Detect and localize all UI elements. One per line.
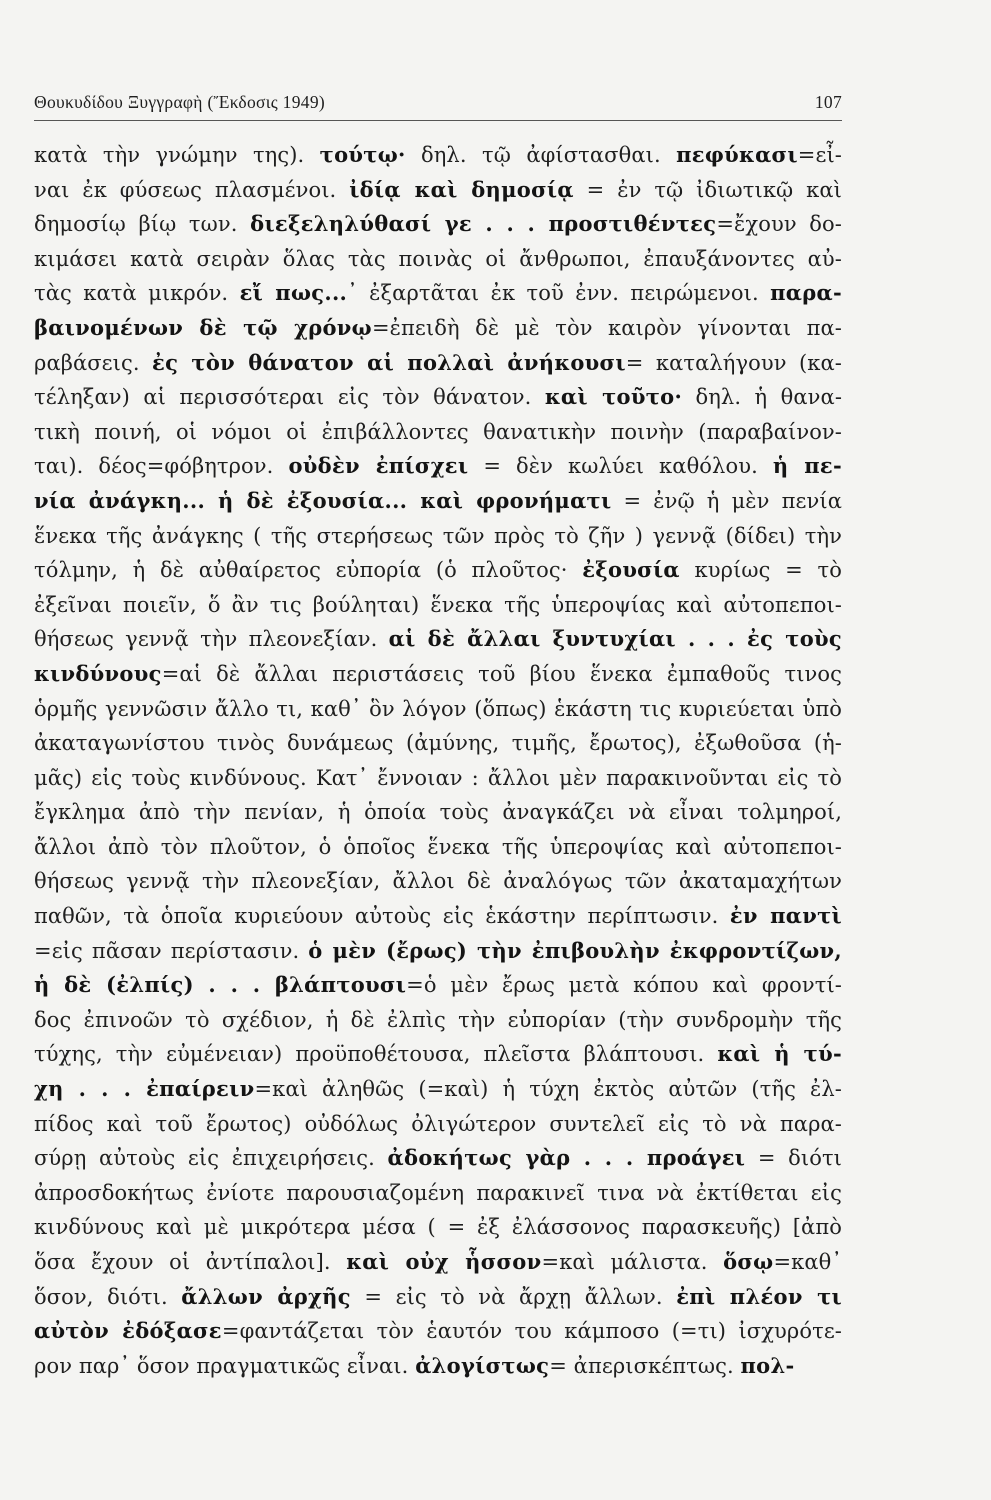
gloss-text: =καὶ μάλιστα. [541, 1250, 724, 1274]
text-line [34, 553, 842, 588]
gloss-text: =αἱ δὲ ἄλλαι περιστάσεις τοῦ βίου ἕνεκα ἐμπαθοῦς τινος [161, 661, 842, 686]
lemma-text: ἐπὶ πλέον τι [676, 1283, 842, 1309]
lemma-text: νία ἀνάγκη... ἡ δὲ ἐξουσία... καὶ φρονήματι [34, 487, 612, 513]
gloss-text: =ἐπειδὴ δὲ μὲ τὸν καιρὸν γίνονται πα- [371, 315, 842, 340]
header-rule [34, 120, 842, 121]
gloss-text: κινδύνους καὶ μὲ μικρότερα μέσα ( = ἐξ ἐλάσσονος παρασκευῆς) [ἀπὸ [34, 1215, 842, 1240]
text-line [34, 1314, 842, 1349]
page-number: 107 [814, 92, 842, 112]
text-line [34, 346, 842, 381]
lemma-text: ἀλογίστως [415, 1352, 550, 1378]
text-line [34, 311, 842, 346]
gloss-text: ἀπροσδοκήτως ἐνίοτε παρουσιαζομένη παρακινεῖ τινα νὰ ἐκτίθεται εἰς [34, 1180, 842, 1205]
gloss-text: =καὶ ἀληθῶς (=καὶ) ἡ τύχη ἐκτὸς αὐτῶν (τῆς ἐλ- [254, 1077, 842, 1102]
text-line [34, 830, 842, 865]
text-line [34, 519, 842, 554]
gloss-text: = ἐν τῷ ἰδιωτικῷ καὶ [573, 177, 842, 202]
lemma-text: πολ- [740, 1352, 795, 1378]
gloss-text: ἔγκλημα ἀπὸ τὴν πενίαν, ἡ ὁποία τοὺς ἀναγκάζει νὰ εἶναι τολμηροί, [34, 800, 842, 825]
text-line [34, 1003, 842, 1038]
gloss-text: τέληξαν) αἱ περισσότεραι εἰς τὸν θάνατον. [34, 385, 545, 410]
text-line [34, 1107, 842, 1142]
gloss-text: κατὰ τὴν γνώμην της). [34, 143, 320, 167]
gloss-text: = καταλήγουν (κα- [625, 350, 842, 375]
lemma-text: ὅσῳ [723, 1249, 774, 1274]
gloss-text: τικὴ ποινή, οἱ νόμοι οἱ ἐπιβάλλοντες θανατικὴν ποινὴν (παραβαίνον- [34, 419, 842, 444]
gloss-text: =ἔχουν δο- [716, 212, 842, 237]
text-line [34, 692, 842, 727]
text-line [34, 449, 842, 484]
gloss-text: = δὲν κωλύει καθόλου. [468, 454, 773, 479]
gloss-text: παθῶν, τὰ ὁποῖα κυριεύουν αὐτοὺς εἰς ἑκάστην περίπτωσιν. [34, 904, 730, 929]
lemma-text: ἡ πε- [772, 453, 842, 479]
text-line [34, 622, 842, 657]
lemma-text: αὐτὸν ἐδόξασε [34, 1318, 222, 1344]
text-line [34, 207, 842, 242]
text-line [34, 173, 842, 208]
text-line [34, 1072, 842, 1107]
gloss-text: δημοσίῳ βίῳ των. [34, 212, 251, 237]
gloss-text: = ἐνῷ ἡ μὲν πενία [611, 488, 842, 513]
lemma-text: εἴ πως... [239, 280, 348, 306]
gloss-text: =ὁ μὲν ἔρως μετὰ κόπου καὶ φροντί- [406, 973, 842, 998]
gloss-text: δος ἐπινοῶν τὸ σχέδιον, ἡ δὲ ἐλπὶς τὴν εὐπορίαν (τὴν συνδρομὴν τῆς [34, 1007, 842, 1032]
text-line [34, 1245, 842, 1280]
gloss-text: ὅσα ἔχουν οἱ ἀντίπαλοι]. [34, 1250, 347, 1274]
text-line [34, 934, 842, 969]
gloss-text: =φαντάζεται τὸν ἑαυτόν του κάμποσο (=τι) ἰσχυρότε- [221, 1319, 842, 1344]
gloss-text: = ἀπερισκέπτως. [549, 1353, 741, 1378]
gloss-text: μᾶς) εἰς τοὺς κινδύνους. Κατ᾿ ἔννοιαν : ἄλλοι μὲν παρακινοῦνται εἰς τὸ [34, 765, 842, 790]
text-line [34, 380, 842, 415]
running-title: Θουκυδίδου Ξυγγραφὴ (Ἔκδοσις 1949) [34, 92, 325, 112]
lemma-text: ὁ μὲν (ἔρως) τὴν ἐπιβουλὴν ἐκφροντίζων, [308, 937, 842, 963]
gloss-text: κυρίως = τὸ [679, 558, 842, 583]
gloss-text: ὅσον, διότι. [34, 1284, 182, 1309]
text-line [34, 1280, 842, 1315]
lemma-text: βαινομένων δὲ τῷ χρόνῳ [34, 314, 372, 340]
lemma-text: ἐς τὸν θάνατον αἱ πολλαὶ ἀνήκουσι [152, 349, 626, 375]
text-line [34, 968, 842, 1003]
text-line [34, 276, 842, 311]
gloss-text: τόλμην, ἡ δὲ αὐθαίρετος εὐπορία (ὁ πλοῦτος· [34, 558, 583, 583]
gloss-text: = διότι [745, 1146, 842, 1171]
text-line [34, 242, 842, 277]
lemma-text: καὶ ἡ τύ- [717, 1041, 842, 1067]
lemma-text: ἐν παντὶ [729, 903, 842, 929]
lemma-text: παρα- [770, 280, 842, 306]
gloss-text: ραβάσεις. [34, 350, 153, 375]
lemma-text: ἰδίᾳ καὶ δημοσίᾳ [349, 176, 574, 202]
text-line [34, 1176, 842, 1211]
gloss-text: ρον παρ᾿ ὅσον πραγματικῶς εἶναι. [34, 1353, 416, 1378]
gloss-text: πίδος καὶ τοῦ ἔρωτος) οὐδόλως ὀλιγώτερον συντελεῖ εἰς τὸ νὰ παρα- [34, 1111, 842, 1136]
commentary-text [34, 138, 842, 1383]
gloss-text: =εἶ- [797, 143, 842, 167]
text-line [34, 795, 842, 830]
lemma-text: κινδύνους [34, 660, 162, 686]
lemma-text: οὐδὲν ἐπίσχει [288, 453, 469, 479]
gloss-text: ἐξεῖναι ποιεῖν, ὅ ἂν τις βούληται) ἕνεκα τῆς ὑπεροψίας καὶ αὐτοπεποι- [34, 592, 842, 617]
text-line [34, 761, 842, 796]
lemma-text: ἄλλων ἀρχῆς [181, 1283, 351, 1309]
lemma-text: διεξεληλύθασί γε . . . προστιθέντες [250, 211, 717, 237]
lemma-text: τούτῳ· [319, 142, 406, 167]
gloss-text: δηλ. ἡ θανα- [682, 385, 842, 410]
gloss-text: δηλ. τῷ ἀφίστασθαι. [405, 143, 677, 167]
text-line [34, 138, 842, 173]
text-line [34, 1037, 842, 1072]
lemma-text: πεφύκασι [676, 142, 798, 167]
text-line [34, 484, 842, 519]
gloss-text: ναι ἐκ φύσεως πλασμένοι. [34, 177, 350, 202]
text-line [34, 588, 842, 623]
lemma-text: καὶ οὐχ ἧσσον [346, 1249, 542, 1274]
gloss-text: ἀκαταγωνίστου τινὸς δυνάμεως (ἀμύνης, τιμῆς, ἔρωτος), ἐξωθοῦσα (ἡ- [34, 731, 842, 756]
gloss-text: = εἰς τὸ νὰ ἄρχῃ ἄλλων. [350, 1284, 677, 1309]
gloss-text: ὁρμῆς γεννῶσιν ἄλλο τι, καθ᾿ ὃν λόγον (ὅπως) ἑκάστη τις κυριεύεται ὑπὸ [34, 696, 842, 721]
gloss-text: ᾿ ἐξαρτᾶται ἐκ τοῦ ἐνν. πειρώμενοι. [347, 281, 771, 306]
text-line [34, 415, 842, 450]
gloss-text: ἕνεκα τῆς ἀνάγκης ( τῆς στερήσεως τῶν πρὸς τὸ ζῆν ) γεννᾷ (δίδει) τὴν [34, 523, 842, 548]
gloss-text: =εἰς πᾶσαν περίστασιν. [34, 938, 309, 963]
lemma-text: ἡ δὲ (ἐλπίς) . . . βλάπτουσι [34, 972, 407, 998]
text-line [34, 1141, 842, 1176]
text-line [34, 1210, 842, 1245]
lemma-text: χη . . . ἐπαίρειν [34, 1076, 255, 1102]
text-line [34, 657, 842, 692]
gloss-text: ται). δέος=φόβητρον. [34, 454, 289, 479]
gloss-text: =καθ᾿ [773, 1250, 842, 1274]
lemma-text: ἀδοκήτως γὰρ . . . προάγει [387, 1145, 746, 1171]
gloss-text: θήσεως γεννᾷ τὴν πλεονεξίαν, ἄλλοι δὲ ἀναλόγως τῶν ἀκαταμαχήτων [34, 869, 842, 894]
text-line [34, 864, 842, 899]
gloss-text: ἄλλοι ἀπὸ τὸν πλοῦτον, ὁ ὁποῖος ἕνεκα τῆς ὑπεροψίας καὶ αὐτοπεποι- [34, 834, 842, 859]
gloss-text: τὰς κατὰ μικρόν. [34, 281, 240, 306]
gloss-text: τύχης, τὴν εὐμένειαν) προϋποθέτουσα, πλεῖστα βλάπτουσι. [34, 1042, 718, 1067]
text-line [34, 726, 842, 761]
text-line [34, 1349, 842, 1384]
text-line [34, 899, 842, 934]
gloss-text: σύρῃ αὐτοὺς εἰς ἐπιχειρήσεις. [34, 1146, 388, 1171]
lemma-text: αἱ δὲ ἄλλαι ξυντυχίαι . . . ἐς τοὺς [388, 626, 842, 652]
lemma-text: καὶ τοῦτο· [544, 384, 683, 410]
gloss-text: κιμάσει κατὰ σειρὰν ὅλας τὰς ποινὰς οἱ ἄνθρωποι, ἐπαυξάνοντες αὐ- [34, 246, 842, 271]
lemma-text: ἐξουσία [582, 557, 680, 583]
gloss-text: θήσεως γεννᾷ τὴν πλεονεξίαν. [34, 627, 389, 652]
